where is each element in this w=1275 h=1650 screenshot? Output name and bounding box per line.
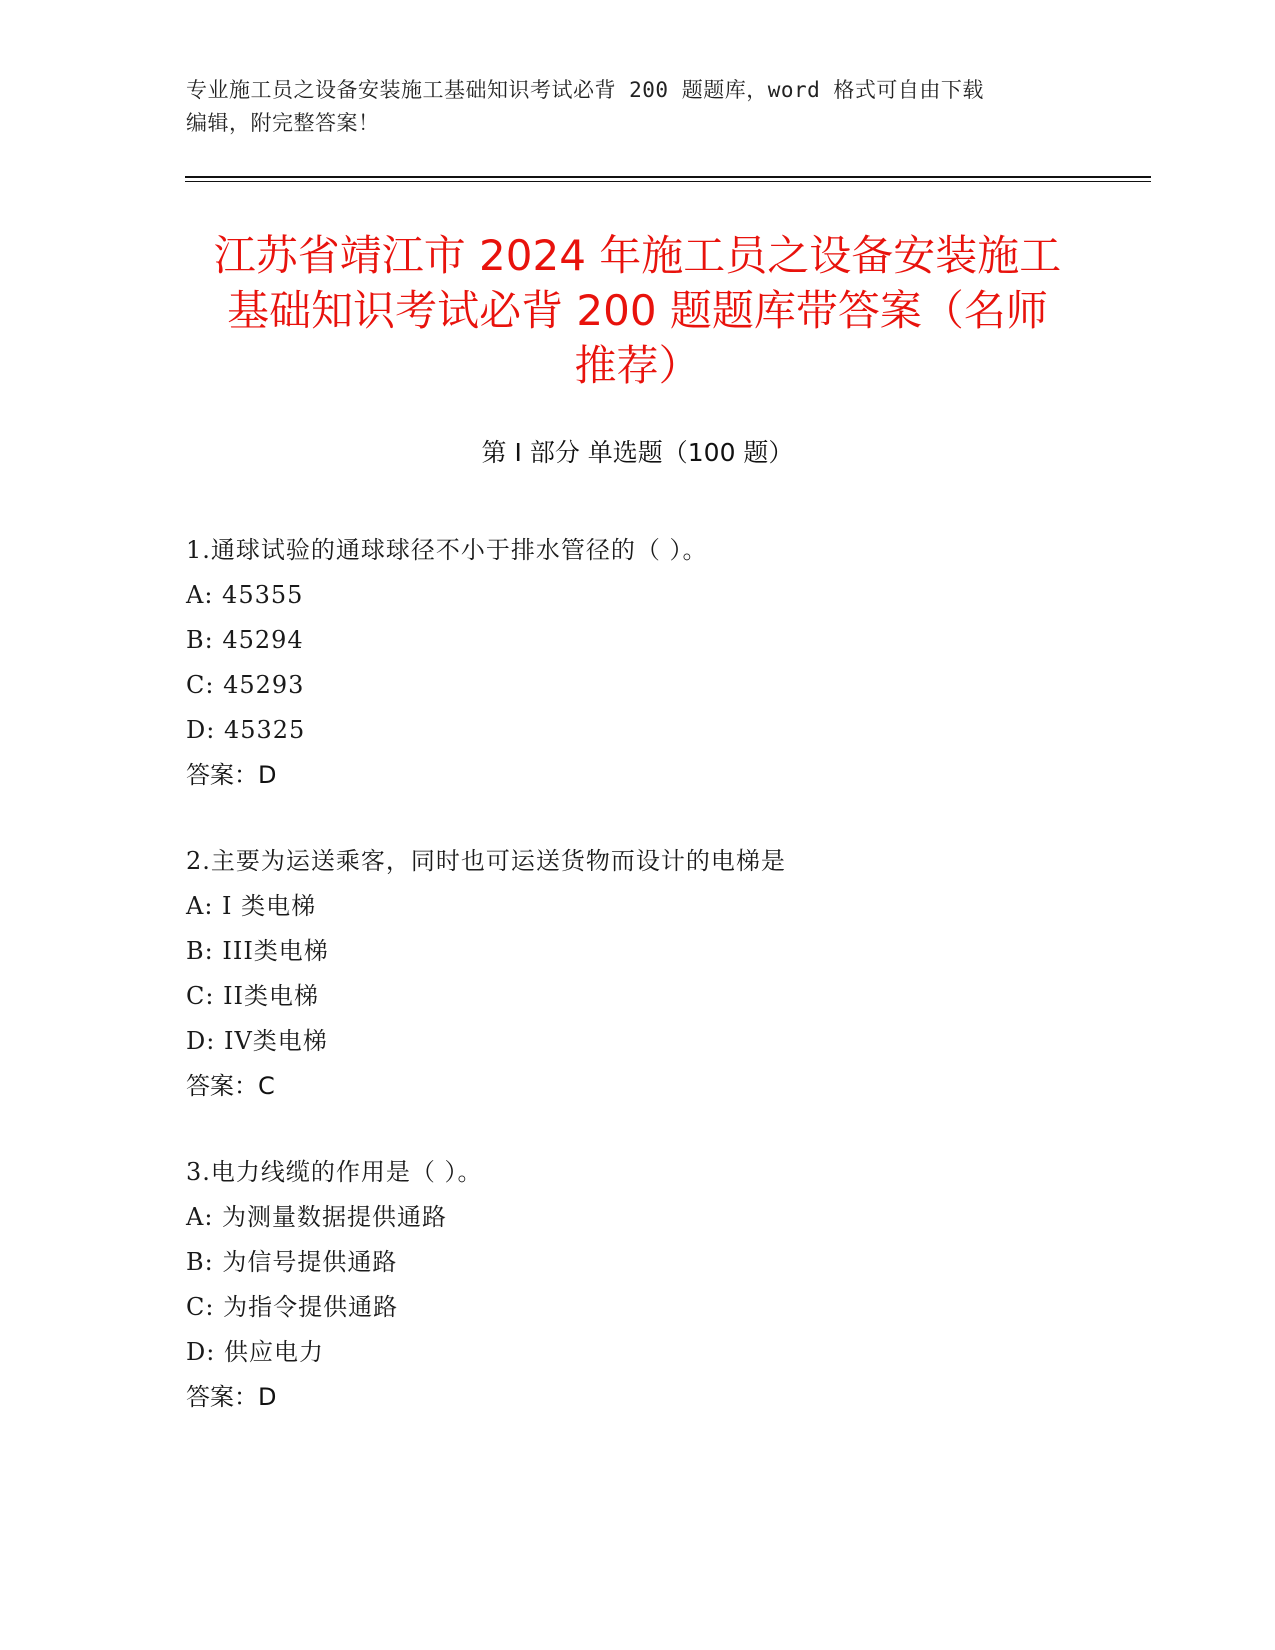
- header-note: [186, 74, 1086, 140]
- header-note-line-2: 编辑，附完整答案！: [186, 111, 380, 135]
- question-stem: 2.主要为运送乘客，同时也可运送货物而设计的电梯是: [186, 847, 786, 875]
- option-b: B: III类电梯: [186, 937, 329, 965]
- option-d: D: 供应电力: [186, 1338, 324, 1366]
- question-stem: 3.电力线缆的作用是（ ）。: [186, 1158, 483, 1186]
- option-b: B: 为信号提供通路: [186, 1248, 398, 1276]
- document-title-line-3: 推荐）: [574, 341, 701, 390]
- question-stem: 1.通球试验的通球球径不小于排水管径的（ ）。: [186, 536, 708, 564]
- option-d: D: 45325: [186, 716, 306, 744]
- document-title-line-1: 江苏省靖江市 2024 年施工员之设备安装施工: [213, 231, 1062, 280]
- answer-line: 答案：C: [186, 1072, 275, 1100]
- option-d: D: IV类电梯: [186, 1027, 328, 1055]
- header-divider-thick: [185, 176, 1151, 178]
- option-a: A: 为测量数据提供通路: [186, 1203, 448, 1231]
- option-b: B: 45294: [186, 626, 304, 654]
- option-c: C: 为指令提供通路: [186, 1293, 399, 1321]
- option-c: C: II类电梯: [186, 982, 320, 1010]
- option-a: A: 45355: [186, 581, 304, 609]
- question-item: [186, 1150, 1086, 1420]
- question-item: [186, 528, 1086, 798]
- section-heading: 第 I 部分 单选题（100 题）: [481, 438, 794, 467]
- answer-line: 答案：D: [186, 1383, 277, 1411]
- option-a: A: I 类电梯: [186, 892, 317, 920]
- document-title: [170, 228, 1105, 393]
- option-c: C: 45293: [186, 671, 305, 699]
- header-divider-thin: [185, 181, 1151, 182]
- answer-line: 答案：D: [186, 761, 277, 789]
- document-title-line-2: 基础知识考试必背 200 题题库带答案（名师: [227, 286, 1048, 335]
- question-list: [186, 528, 1086, 1461]
- question-item: [186, 839, 1086, 1109]
- header-note-line-1: 专业施工员之设备安装施工基础知识考试必背 200 题题库，word 格式可自由下载: [186, 78, 984, 102]
